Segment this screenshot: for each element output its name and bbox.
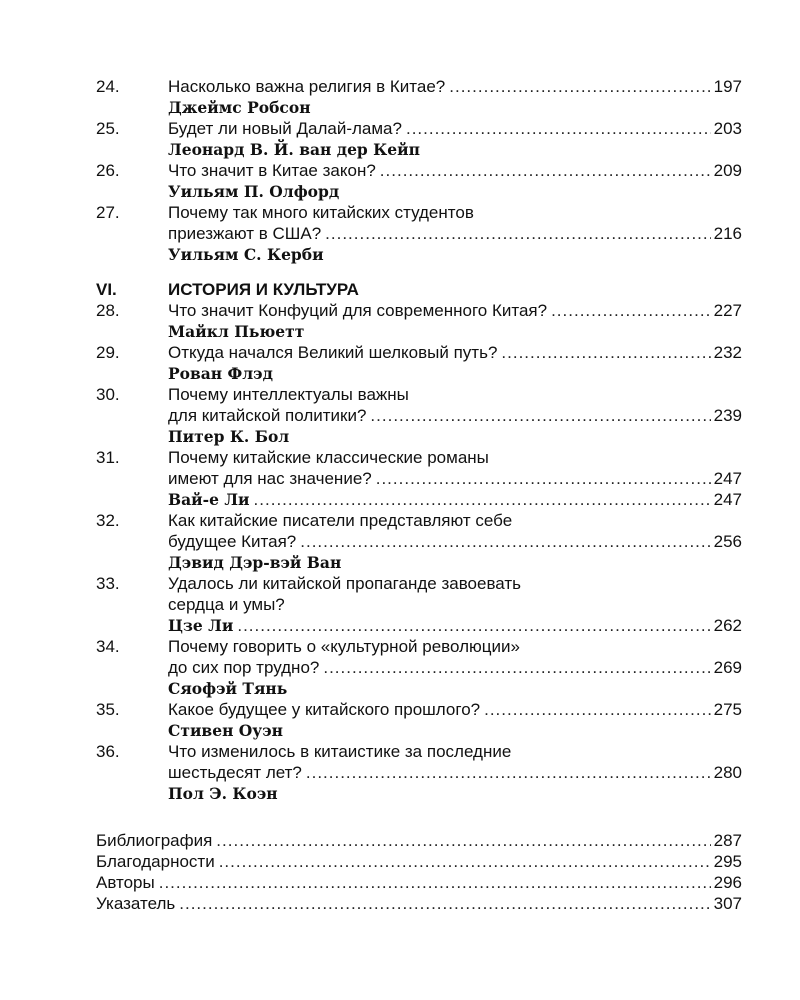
section-heading xyxy=(96,279,742,300)
back-matter-line xyxy=(96,893,742,914)
entry-number: 33. xyxy=(96,574,120,593)
entry-title-line xyxy=(168,384,742,405)
toc-back-matter xyxy=(96,830,742,914)
entry-author: Пол Э. Коэн xyxy=(168,784,278,803)
entry-number: 26. xyxy=(96,161,120,180)
leader-dots xyxy=(323,657,710,678)
entry-title: Будет ли новый Далай-лама? xyxy=(168,119,402,138)
leader-dots xyxy=(237,615,710,636)
back-matter-title: Библиография xyxy=(96,831,213,850)
entry-title-line xyxy=(168,223,742,244)
entry-title-line xyxy=(168,762,742,783)
toc-line xyxy=(96,384,742,405)
author-line xyxy=(96,181,742,202)
leader-dots xyxy=(380,160,711,181)
author-line xyxy=(96,426,742,447)
toc-line xyxy=(96,118,742,139)
page-number: 307 xyxy=(713,894,742,913)
leader-dots xyxy=(551,300,711,321)
entry-title: будущее Китая? xyxy=(168,532,297,551)
page-number: 287 xyxy=(713,831,742,850)
entry-title-line xyxy=(168,447,742,468)
toc-line xyxy=(96,405,742,426)
leader-dots xyxy=(300,531,710,552)
page-number: 239 xyxy=(713,406,742,425)
entry-title-line xyxy=(168,76,742,97)
back-matter-line xyxy=(96,851,742,872)
back-matter-item xyxy=(96,893,742,914)
section-number: VI. xyxy=(96,280,117,299)
entry-number: 25. xyxy=(96,119,120,138)
toc-entry xyxy=(96,573,742,636)
toc-entry xyxy=(96,447,742,510)
entry-number: 32. xyxy=(96,511,120,530)
leader-dots xyxy=(449,76,710,97)
entry-title-line xyxy=(168,741,742,762)
entry-author: Вай-е Ли xyxy=(168,490,250,509)
page-number: 209 xyxy=(713,161,742,180)
entry-author-line xyxy=(168,678,742,699)
entry-author-line xyxy=(168,489,742,510)
author-line xyxy=(96,783,742,804)
entry-author-line xyxy=(168,139,742,160)
page-number: 275 xyxy=(713,700,742,719)
author-line xyxy=(96,139,742,160)
entry-title-line xyxy=(168,405,742,426)
entry-author-line xyxy=(168,615,742,636)
leader-dots xyxy=(254,489,711,510)
author-line xyxy=(96,552,742,573)
entry-author: Сяофэй Тянь xyxy=(168,679,288,698)
leader-dots xyxy=(376,468,711,489)
back-matter-title: Авторы xyxy=(96,873,155,892)
entry-author-line xyxy=(168,181,742,202)
toc-line xyxy=(96,202,742,223)
entry-title: Как китайские писатели представляют себе xyxy=(168,511,513,530)
entry-title: Откуда начался Великий шелковый путь? xyxy=(168,343,498,362)
leader-dots xyxy=(179,893,710,914)
entry-title-line xyxy=(168,160,742,181)
back-matter-item xyxy=(96,830,742,851)
entry-author-line xyxy=(168,97,742,118)
author-line xyxy=(96,615,742,636)
leader-dots xyxy=(325,223,710,244)
toc-line xyxy=(96,636,742,657)
entry-author: Цзе Ли xyxy=(168,616,234,635)
entry-title: шестьдесят лет? xyxy=(168,763,302,782)
entry-number: 27. xyxy=(96,203,120,222)
toc-entry xyxy=(96,160,742,202)
leader-dots xyxy=(501,342,710,363)
entry-title-line xyxy=(168,342,742,363)
entry-title: Что значит в Китае закон? xyxy=(168,161,376,180)
entry-author-line xyxy=(168,244,742,265)
entry-author-line xyxy=(168,426,742,447)
toc-line xyxy=(96,468,742,489)
page-number: 269 xyxy=(713,658,742,677)
page-number: 256 xyxy=(713,532,742,551)
toc-entry xyxy=(96,202,742,265)
entry-author: Леонард В. Й. ван дер Кейп xyxy=(168,140,420,159)
leader-dots xyxy=(219,851,711,872)
page-number: 203 xyxy=(713,119,742,138)
entry-author: Рован Флэд xyxy=(168,364,273,383)
page-number: 295 xyxy=(713,852,742,871)
toc-line xyxy=(96,699,742,720)
toc-line xyxy=(96,762,742,783)
page-number: 247 xyxy=(713,469,742,488)
page-number: 197 xyxy=(713,77,742,96)
entry-author-line xyxy=(168,552,742,573)
author-line xyxy=(96,244,742,265)
page-number: 227 xyxy=(713,301,742,320)
entry-title: Какое будущее у китайского прошлого? xyxy=(168,700,481,719)
entry-author: Уильям С. Керби xyxy=(168,245,324,264)
entry-author: Майкл Пьюетт xyxy=(168,322,305,341)
entry-title: Насколько важна религия в Китае? xyxy=(168,77,446,96)
author-line xyxy=(96,363,742,384)
entry-author: Стивен Оуэн xyxy=(168,721,284,740)
toc-line xyxy=(96,447,742,468)
toc-entry xyxy=(96,510,742,573)
author-line xyxy=(96,321,742,342)
toc-line xyxy=(96,594,742,615)
entry-title: имеют для нас значение? xyxy=(168,469,372,488)
entry-title: Что изменилось в китаистике за последние xyxy=(168,742,512,761)
table-of-contents xyxy=(96,76,742,804)
author-line xyxy=(96,678,742,699)
toc-line xyxy=(96,531,742,552)
entry-title: Почему интеллектуалы важны xyxy=(168,385,409,404)
entry-author: Дэвид Дэр-вэй Ван xyxy=(168,553,342,572)
entry-author-line xyxy=(168,321,742,342)
entry-title-line xyxy=(168,594,742,615)
toc-entry xyxy=(96,76,742,118)
entry-author-line xyxy=(168,363,742,384)
entry-title: Что значит Конфуций для современного Китая? xyxy=(168,301,548,320)
entry-number: 34. xyxy=(96,637,120,656)
entry-title: приезжают в США? xyxy=(168,224,322,243)
entry-number: 29. xyxy=(96,343,120,362)
entry-title-line xyxy=(168,468,742,489)
page-number: 232 xyxy=(713,343,742,362)
entry-number: 24. xyxy=(96,77,120,96)
toc-entry xyxy=(96,636,742,699)
toc-entries-section xyxy=(96,300,742,804)
author-line xyxy=(96,97,742,118)
entry-number: 35. xyxy=(96,700,120,719)
back-matter-title: Благодарности xyxy=(96,852,215,871)
entry-title-line xyxy=(168,300,742,321)
entry-number: 28. xyxy=(96,301,120,320)
leader-dots xyxy=(406,118,711,139)
toc-line xyxy=(96,223,742,244)
entry-title-line xyxy=(168,118,742,139)
entry-author: Питер К. Бол xyxy=(168,427,290,446)
entry-number: 30. xyxy=(96,385,120,404)
author-line xyxy=(96,489,742,510)
entry-title-line xyxy=(168,202,742,223)
back-matter-title: Указатель xyxy=(96,894,176,913)
toc-entry xyxy=(96,384,742,447)
section-title: ИСТОРИЯ И КУЛЬТУРА xyxy=(168,280,359,299)
entry-title: Почему китайские классические романы xyxy=(168,448,489,467)
toc-line xyxy=(96,573,742,594)
toc-entry xyxy=(96,300,742,342)
entry-title-line xyxy=(168,531,742,552)
entry-author: Джеймс Робсон xyxy=(168,98,311,117)
entry-author-line xyxy=(168,783,742,804)
entry-title: Почему так много китайских студентов xyxy=(168,203,474,222)
page-number: 247 xyxy=(713,490,742,509)
toc-entry xyxy=(96,118,742,160)
toc-line xyxy=(96,76,742,97)
leader-dots xyxy=(484,699,711,720)
toc-entry xyxy=(96,342,742,384)
toc-line xyxy=(96,342,742,363)
toc-entry xyxy=(96,699,742,741)
toc-line xyxy=(96,657,742,678)
toc-line xyxy=(96,741,742,762)
author-line xyxy=(96,720,742,741)
entry-title-line xyxy=(168,573,742,594)
entry-number: 31. xyxy=(96,448,120,467)
entry-title-line xyxy=(168,657,742,678)
back-matter-item xyxy=(96,872,742,893)
page-number: 280 xyxy=(713,763,742,782)
entry-title-line xyxy=(168,510,742,531)
entry-title: для китайской политики? xyxy=(168,406,367,425)
back-matter-line xyxy=(96,872,742,893)
page-number: 216 xyxy=(713,224,742,243)
leader-dots xyxy=(306,762,711,783)
page-number: 262 xyxy=(713,616,742,635)
toc-line xyxy=(96,160,742,181)
entry-title-line xyxy=(168,636,742,657)
leader-dots xyxy=(216,830,710,851)
back-matter-item xyxy=(96,851,742,872)
toc-line xyxy=(96,510,742,531)
entry-author-line xyxy=(168,720,742,741)
toc-entry xyxy=(96,741,742,804)
page-number: 296 xyxy=(713,873,742,892)
entry-title: Почему говорить о «культурной революции» xyxy=(168,637,520,656)
entry-author: Уильям П. Олфорд xyxy=(168,182,340,201)
back-matter-line xyxy=(96,830,742,851)
leader-dots xyxy=(370,405,710,426)
entry-title: сердца и умы? xyxy=(168,595,285,614)
entry-number: 36. xyxy=(96,742,120,761)
toc-entries-top xyxy=(96,76,742,265)
toc-line xyxy=(96,300,742,321)
entry-title: Удалось ли китайской пропаганде завоевать xyxy=(168,574,522,593)
leader-dots xyxy=(159,872,711,893)
entry-title: до сих пор трудно? xyxy=(168,658,320,677)
entry-title-line xyxy=(168,699,742,720)
